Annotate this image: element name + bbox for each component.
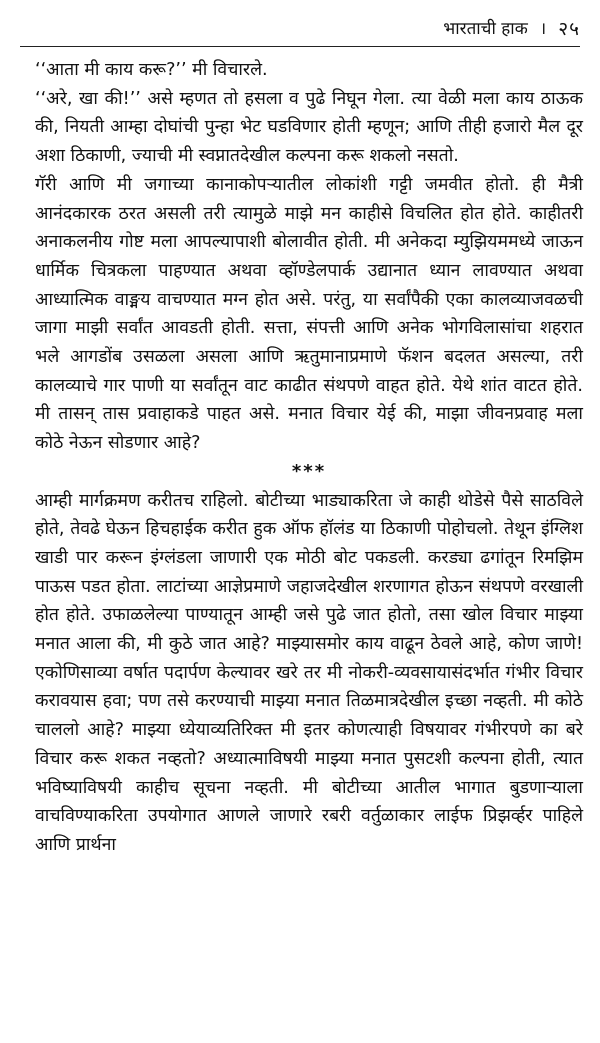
paragraph-1: ‘‘आता मी काय करू?’’ मी विचारले. bbox=[35, 60, 268, 80]
page-number: २५ bbox=[558, 18, 580, 40]
paragraph-3: गॅरी आणि मी जगाच्या कानाकोपऱ्यातील लोकांशी गट्टी जमवीत होतो. ही मैत्री आनंदकारक ठरत असली तरी त्यामुळे माझे मन काहीसे विचलित होत होते. काहीतरी अनाकलनीय गोष्ट मला आपल्यापाशी बोलावीत होती. मी अनेकदा म्युझियममध्ये जाऊन धार्मिक चित्रकला पाहण्यात अथवा व्हॉण्डेलपार्क उद्यानात ध्यान लावण्यात अथवा आध्यात्मिक वाङ्मय वाचण्यात मग्न होत असे. परंतु, या सर्वांपैकी एका कालव्याजवळची जागा माझी सर्वांत आवडती होती. सत्ता, संपत्ती आणि अनेक भोगविलासांचा शहरात भले आगडोंब उसळला असला आणि ऋतुमानाप्रमाणे फॅशन बदलत असल्या, तरी कालव्याचे गार पाणी या सर्वांतून वाट काढीत संथपणे वाहत होते. येथे शांत वाटत होते. मी तासन् तास प्रवाहाकडे पाहत असे. मनात विचार येई की, माझा जीवनप्रवाह मला कोठे नेऊन सोडणार आहे? bbox=[35, 174, 583, 454]
paragraph-4: आम्ही मार्गक्रमण करीतच राहिलो. बोटीच्या भाड्याकरिता जे काही थोडेसे पैसे साठविले होते, तेवढे घेऊन हिचहाईक करीत हुक ऑफ हॉलंड या ठिकाणी पोहोचलो. तेथून इंग्लिश खाडी पार करून इंग्लंडला जाणारी एक मोठी बोट पकडली. करड्या ढगांतून रिमझिम पाऊस पडत होता. लाटांच्या आज्ञेप्रमाणे जहाजदेखील शरणागत होऊन संथपणे वरखाली होत होते. उफाळलेल्या पाण्यातून आम्ही जसे पुढे जात होतो, तसा खोल विचार माझ्या मनात आला की, मी कुठे जात आहे? माझ्यासमोर काय वाढून ठेवले आहे, कोण जाणे! एकोणिसाव्या वर्षात पदार्पण केल्यावर खरे तर मी नोकरी-व्यवसायासंदर्भात गंभीर विचार करावयास हवा; पण तसे करण्याची माझ्या मनात तिळमात्रदेखील इच्छा नव्हती. मी कोठे चाललो आहे? माझ्या ध्येयाव्यतिरिक्त मी इतर कोणत्याही विषयावर गंभीरपणे का बरे विचार करू शकत नव्हतो? अध्यात्माविषयी माझ्या मनात पुसटशी कल्पना होती, त्यात भविष्याविषयी काहीच सूचना नव्हती. मी बोटीच्या आतील भागात बुडणाऱ्याला वाचविण्याकरिता उपयोगात आणले जाणारे रबरी वर्तुळाकार लाईफ प्रिझर्व्हर पाहिले आणि प्रार्थना bbox=[35, 490, 583, 855]
running-header bbox=[20, 12, 580, 46]
body-text bbox=[35, 56, 583, 860]
header-rule bbox=[20, 46, 580, 47]
scene-break: *** bbox=[291, 460, 327, 482]
paragraph-2: ‘‘अरे, खा की!’’ असे म्हणत तो हसला व पुढे निघून गेला. त्या वेळी मला काय ठाऊक की, नियती आम्हा दोघांची पुन्हा भेट घडविणार होती म्हणून; आणि तीही हजारो मैल दूर अशा ठिकाणी, ज्याची मी स्वप्नातदेखील कल्पना करू शकलो नसतो. bbox=[35, 88, 583, 167]
chapter-title: भारताची हाक bbox=[443, 19, 528, 39]
header-separator: । bbox=[539, 19, 547, 39]
